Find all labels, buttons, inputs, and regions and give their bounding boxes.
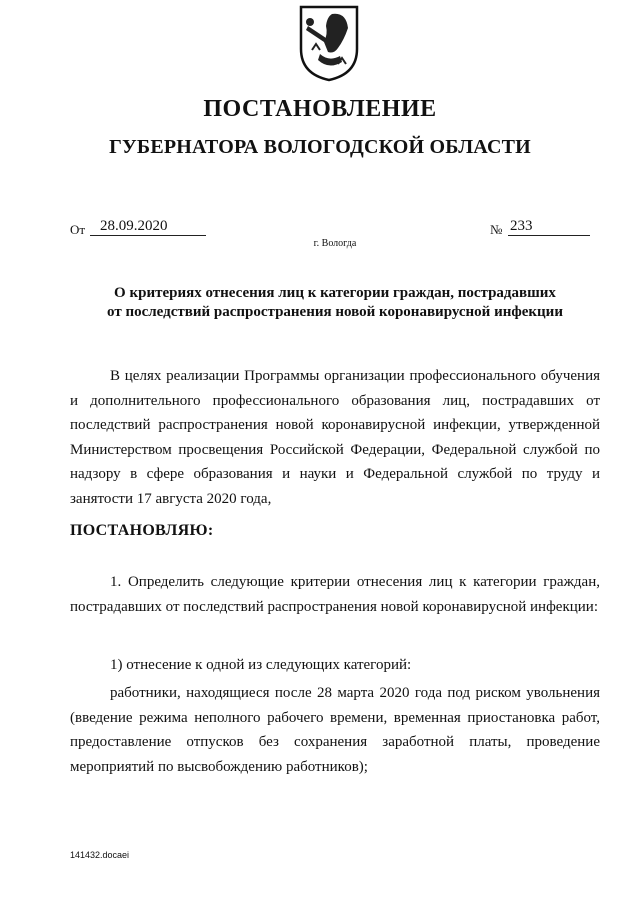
subject-line-2: от последствий распространения новой коронавирусной инфекции <box>107 304 563 320</box>
date-field: 28.09.2020 <box>90 218 206 236</box>
date-label: От <box>70 222 86 237</box>
document-title: ПОСТАНОВЛЕНИЕ <box>203 96 437 122</box>
item-1-1-body-paragraph <box>70 681 600 779</box>
item-1-1-body-text: работники, находящиеся после 28 марта 2020 года под риском увольнения (введение режима неполного рабочего времени, временная приостановка работ, предоставление отпусков без сохранения заработной платы, проведение мероприятий по высвобождению работников); <box>70 685 600 775</box>
preamble-text: В целях реализации Программы организации профессионального обучения и дополнительного профессионального образования лиц, пострадавших от последствий распространения новой коронавирусной инфекции, утвержденной Министерством просвещения Российской Федерации, Федеральной службой по надзору в сфере образования и науки и Федеральной службой по труду и занятости 17 августа 2020 года, <box>70 368 600 507</box>
document-issuer: ГУБЕРНАТОРА ВОЛОГОДСКОЙ ОБЛАСТИ <box>109 136 531 158</box>
city-label: г. Вологда <box>313 238 357 249</box>
subject-line-1: О критериях отнесения лиц к категории граждан, пострадавших <box>114 285 556 301</box>
coat-of-arms-icon <box>298 4 360 82</box>
item-1-paragraph <box>70 570 600 619</box>
item-1-1-text: 1) отнесение к одной из следующих категорий: <box>110 657 412 673</box>
number-label: № <box>490 222 503 237</box>
item-1-text: 1. Определить следующие критерии отнесения лиц к категории граждан, пострадавших от последствий распространения новой коронавирусной инфекции: <box>70 574 600 615</box>
number-field: 233 <box>508 218 590 236</box>
decree-heading: ПОСТАНОВЛЯЮ: <box>70 522 214 539</box>
preamble-paragraph <box>70 364 600 511</box>
document-subject <box>70 284 600 322</box>
document-code: 141432.docaei <box>70 850 130 860</box>
item-1-1-paragraph <box>70 653 600 678</box>
